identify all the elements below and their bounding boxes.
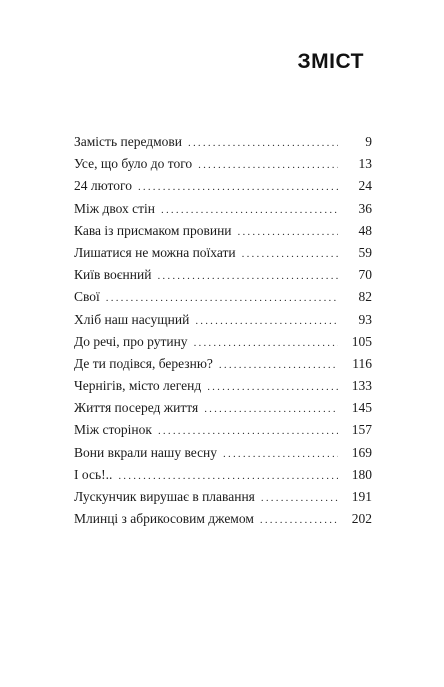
toc-entry-page: 202 <box>351 511 372 527</box>
toc-entry-title: Вони вкрали нашу весну <box>74 444 218 460</box>
toc-entry <box>74 419 372 441</box>
dot-leader <box>158 420 338 442</box>
toc-entry <box>74 309 372 331</box>
dot-leader <box>161 199 338 221</box>
toc-entry <box>74 175 372 197</box>
dot-leader <box>223 443 338 465</box>
dot-leader <box>157 265 338 287</box>
toc-entry <box>74 198 372 220</box>
dot-leader <box>138 176 338 198</box>
toc-entry-title: Київ воєнний <box>74 267 152 283</box>
toc-entry-page: 169 <box>351 444 372 460</box>
toc-entry-title: І ось!.. <box>74 466 113 482</box>
toc-entry-title: Чернігів, місто легенд <box>74 378 202 394</box>
toc-entry <box>74 464 372 486</box>
toc-entry-title: Між сторінок <box>74 422 152 438</box>
dot-leader <box>188 132 338 154</box>
toc-entry-title: До речі, про рутину <box>74 333 188 349</box>
toc-entry-page: 145 <box>351 400 372 416</box>
toc-entry <box>74 508 372 530</box>
dot-leader <box>219 354 338 376</box>
dot-leader <box>195 310 338 332</box>
toc-entry-page: 9 <box>365 134 372 149</box>
toc-entry-page: 59 <box>358 244 372 260</box>
dot-leader <box>242 243 338 265</box>
toc-entry-title: Замість передмови <box>74 134 183 149</box>
toc-entry <box>74 131 372 153</box>
dot-leader <box>261 487 338 509</box>
toc-entry-title: Усе, що було до того <box>74 156 193 172</box>
page-title: ЗМІСТ <box>297 50 364 73</box>
toc-entry-page: 70 <box>358 267 372 283</box>
table-of-contents <box>74 131 372 530</box>
toc-entry <box>74 153 372 175</box>
toc-entry-title: Кава із присмаком провини <box>74 222 232 238</box>
toc-entry-title: Свої <box>74 289 100 305</box>
toc-entry-page: 36 <box>358 200 372 216</box>
dot-leader <box>238 221 338 243</box>
toc-entry-title: Млинці з абрикосовим джемом <box>74 511 254 527</box>
toc-entry <box>74 442 372 464</box>
toc-entry-title: Лишатися не можна поїхати <box>74 244 236 260</box>
toc-entry <box>74 242 372 264</box>
toc-entry-page: 191 <box>351 489 372 504</box>
toc-entry <box>74 286 372 308</box>
toc-entry-title: Лускунчик вирушає в плавання <box>74 489 255 504</box>
toc-entry <box>74 397 372 419</box>
toc-entry <box>74 486 372 508</box>
toc-entry-page: 13 <box>358 156 372 172</box>
toc-entry-page: 105 <box>351 333 372 349</box>
toc-entry-title: Життя посеред життя <box>74 400 199 416</box>
dot-leader <box>194 332 338 354</box>
toc-entry-page: 82 <box>358 289 372 305</box>
toc-entry-title: Де ти подівся, березню? <box>74 355 213 371</box>
toc-entry-page: 93 <box>358 311 372 327</box>
toc-entry-title: 24 лютого <box>74 178 132 194</box>
toc-entry-title: Хліб наш насущний <box>74 311 190 327</box>
dot-leader <box>204 398 338 420</box>
toc-entry-page: 48 <box>358 222 372 238</box>
toc-entry <box>74 264 372 286</box>
dot-leader <box>106 287 338 309</box>
toc-entry-page: 180 <box>351 466 372 482</box>
toc-entry <box>74 353 372 375</box>
toc-entry-page: 116 <box>352 355 372 371</box>
dot-leader <box>260 509 338 531</box>
toc-entry-page: 133 <box>351 378 372 394</box>
toc-entry <box>74 375 372 397</box>
toc-entry-page: 157 <box>351 422 372 438</box>
dot-leader <box>207 376 338 398</box>
dot-leader <box>198 154 338 176</box>
toc-entry <box>74 331 372 353</box>
toc-entry-page: 24 <box>358 178 372 194</box>
toc-entry <box>74 220 372 242</box>
toc-entry-title: Між двох стін <box>74 200 156 216</box>
dot-leader <box>118 465 338 487</box>
